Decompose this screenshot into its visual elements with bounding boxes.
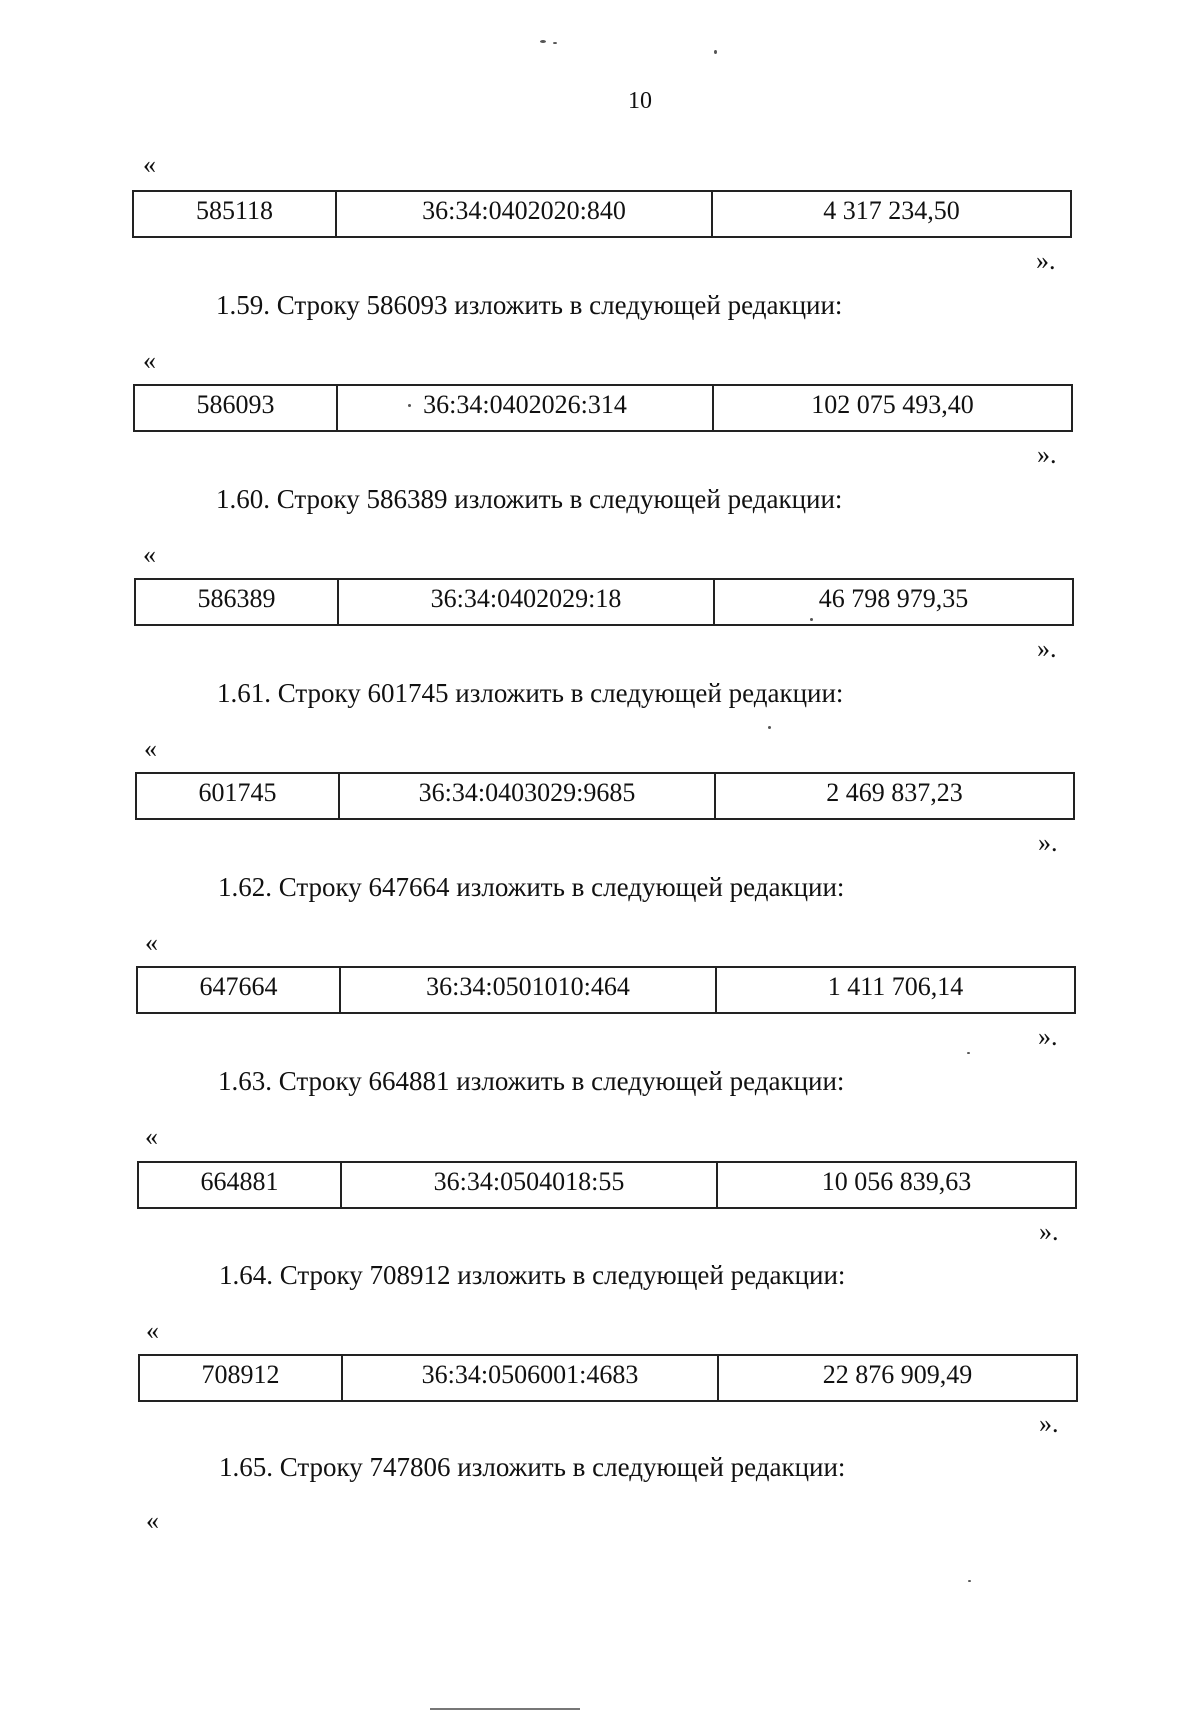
scan-speck — [408, 404, 411, 407]
table-row — [136, 966, 1076, 1014]
amendment-instruction: 1.64. Строку 708912 изложить в следующей редакции: — [219, 1260, 846, 1290]
amendment-instruction: 1.60. Строку 586389 изложить в следующей редакции: — [216, 484, 843, 514]
scan-speck — [968, 1580, 971, 1582]
close-quote: ». — [1039, 1217, 1059, 1246]
cadastral-number-cell: 36:34:0504018:55 — [342, 1163, 718, 1207]
amendment-instruction: 1.62. Строку 647664 изложить в следующей редакции: — [218, 872, 845, 902]
scan-speck — [553, 42, 557, 44]
close-quote: ». — [1039, 1409, 1059, 1438]
open-quote: « — [143, 540, 156, 569]
cadastral-value-cell: 10 056 839,63 — [821, 1167, 972, 1196]
scan-speck — [810, 618, 813, 621]
close-quote: ». — [1038, 1022, 1058, 1051]
cadastral-number-cell: 36:34:0403029:9685 — [340, 774, 716, 818]
open-quote: « — [145, 928, 158, 957]
page-edge-mark — [430, 1708, 580, 1710]
amendment-instruction: 1.63. Строку 664881 изложить в следующей редакции: — [218, 1066, 845, 1096]
cadastral-number-cell: 36:34:0402029:18 — [339, 580, 715, 624]
cadastral-value-cell: 22 876 909,49 — [822, 1360, 973, 1389]
open-quote: « — [146, 1506, 159, 1535]
open-quote: « — [143, 150, 156, 179]
close-quote: ». — [1037, 440, 1057, 469]
cadastral-number-cell: 36:34:0402020:840 — [337, 192, 713, 236]
close-quote: ». — [1036, 246, 1056, 275]
page-number: 10 — [628, 88, 652, 114]
table-row — [132, 190, 1072, 238]
row-id-cell: 647664 — [138, 968, 341, 1012]
row-id-cell: 601745 — [137, 774, 340, 818]
amendment-instruction: 1.65. Строку 747806 изложить в следующей редакции: — [219, 1452, 846, 1482]
amendment-instruction: 1.59. Строку 586093 изложить в следующей редакции: — [216, 290, 843, 320]
cadastral-value-cell: 4 317 234,50 — [823, 196, 960, 225]
cadastral-value-cell: 102 075 493,40 — [811, 390, 974, 419]
amendment-instruction: 1.61. Строку 601745 изложить в следующей редакции: — [217, 678, 844, 708]
cadastral-number-cell: 36:34:0402026:314 — [338, 386, 714, 430]
row-id-cell: 664881 — [139, 1163, 342, 1207]
scan-speck — [540, 40, 546, 43]
row-id-cell: 585118 — [134, 192, 337, 236]
table-row — [134, 578, 1074, 626]
open-quote: « — [145, 1122, 158, 1151]
open-quote: « — [146, 1316, 159, 1345]
close-quote: ». — [1038, 828, 1058, 857]
open-quote: « — [144, 734, 157, 763]
row-id-cell: 586389 — [136, 580, 339, 624]
scan-speck — [714, 50, 717, 54]
scan-speck — [967, 1052, 970, 1054]
close-quote: ». — [1037, 634, 1057, 663]
scan-speck — [768, 726, 771, 729]
row-id-cell: 586093 — [135, 386, 338, 430]
cadastral-number-cell: 36:34:0506001:4683 — [343, 1356, 719, 1400]
cadastral-value-cell: 1 411 706,14 — [827, 972, 964, 1001]
open-quote: « — [143, 346, 156, 375]
cadastral-value-cell: 2 469 837,23 — [826, 778, 963, 807]
row-id-cell: 708912 — [140, 1356, 343, 1400]
table-row — [133, 384, 1073, 432]
table-row — [135, 772, 1075, 820]
cadastral-number-cell: 36:34:0501010:464 — [341, 968, 717, 1012]
table-row — [138, 1354, 1078, 1402]
cadastral-value-cell: 46 798 979,35 — [818, 584, 969, 613]
table-row — [137, 1161, 1077, 1209]
